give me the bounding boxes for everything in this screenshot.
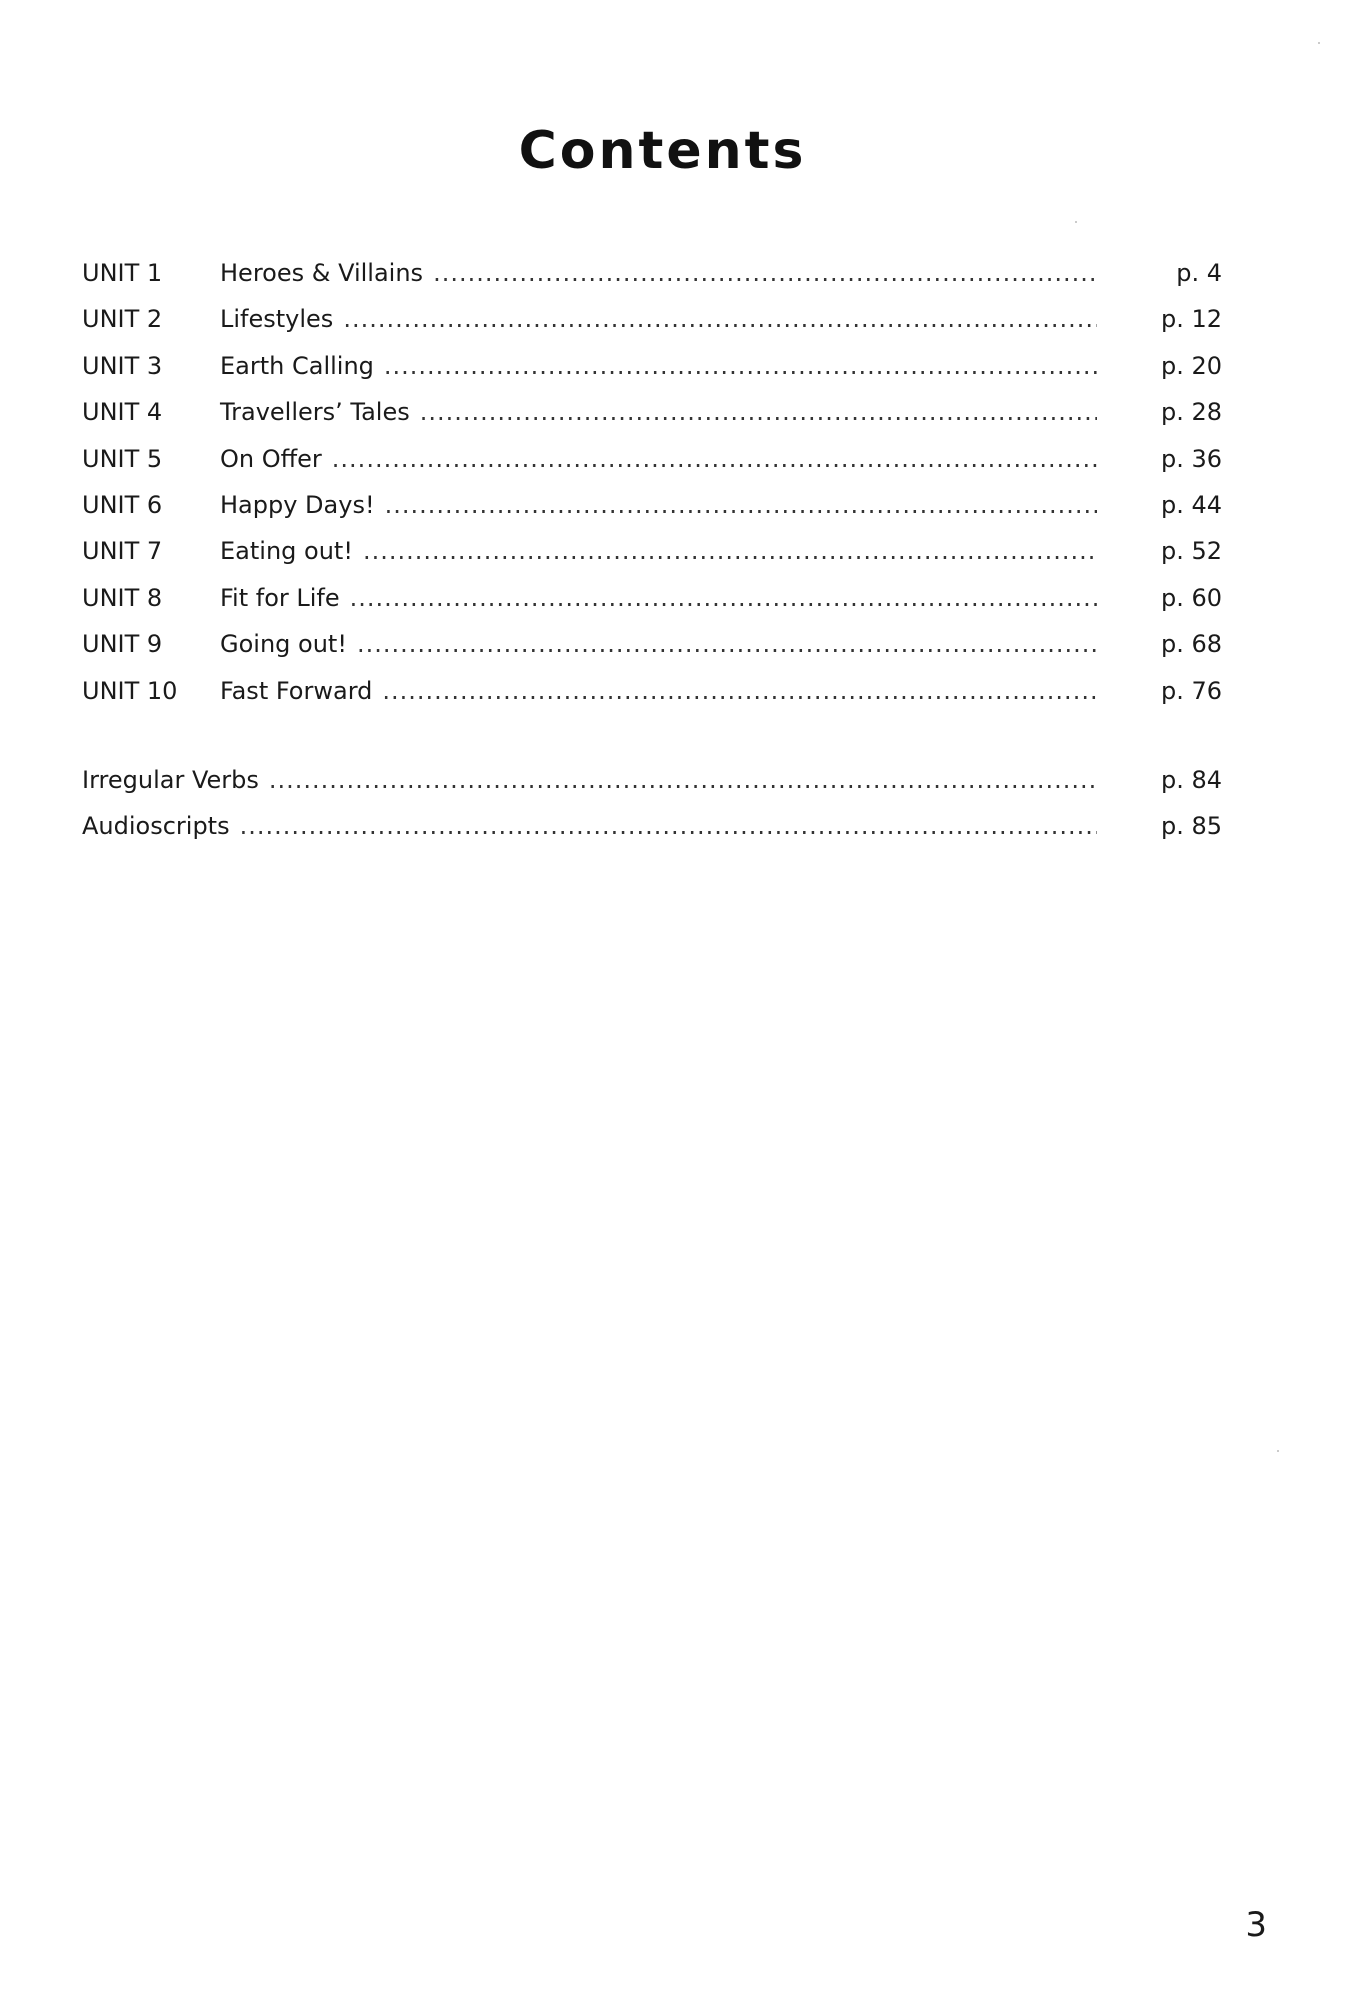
unit-label: UNIT 3	[82, 351, 163, 380]
toc-row-unit-3	[82, 343, 1222, 389]
unit-title: Lifestyles	[220, 305, 334, 334]
page-reference: p. 4	[1176, 259, 1222, 287]
scan-speck	[1277, 1450, 1279, 1452]
unit-title: Eating out!	[220, 537, 353, 566]
page-reference: p. 60	[1160, 583, 1222, 612]
page-reference: p. 76	[1160, 676, 1222, 705]
page-reference: p. 28	[1160, 398, 1222, 427]
dot-leader	[385, 482, 1097, 528]
page-reference: p. 36	[1160, 444, 1222, 473]
toc-row-unit-10	[82, 668, 1222, 714]
dot-leader	[363, 528, 1097, 574]
unit-title: Travellers’ Tales	[220, 398, 410, 427]
toc-row-unit-8	[82, 575, 1222, 621]
page-reference: p. 12	[1160, 305, 1222, 334]
page-reference: p. 20	[1160, 351, 1222, 380]
toc-row-audioscripts	[82, 803, 1222, 849]
dot-leader	[240, 803, 1097, 849]
unit-title: Fit for Life	[220, 583, 340, 612]
unit-title: Earth Calling	[220, 351, 374, 380]
page-title: Contents	[518, 120, 807, 181]
page-reference: p. 52	[1160, 537, 1222, 566]
dot-leader	[433, 250, 1097, 296]
unit-label: UNIT 4	[82, 398, 163, 427]
dot-leader	[357, 621, 1097, 667]
unit-title: Heroes & Villains	[220, 259, 424, 287]
extra-title: Audioscripts	[82, 812, 230, 841]
unit-label: UNIT 9	[82, 630, 163, 659]
dot-leader	[382, 668, 1097, 714]
dot-leader	[269, 757, 1097, 803]
toc-row-unit-7	[82, 528, 1222, 574]
scan-speck	[1318, 42, 1320, 44]
toc-row-unit-5	[82, 436, 1222, 482]
unit-title: On Offer	[220, 444, 322, 473]
unit-title: Going out!	[220, 630, 347, 659]
page-reference: p. 68	[1160, 630, 1222, 659]
scan-speck	[1075, 221, 1077, 223]
dot-leader	[420, 389, 1097, 435]
toc-row-unit-9	[82, 621, 1222, 667]
unit-label: UNIT 1	[82, 259, 163, 287]
unit-label: UNIT 2	[82, 305, 163, 334]
unit-label: UNIT 10	[82, 676, 178, 705]
toc-row-unit-1	[82, 250, 1222, 296]
toc-row-unit-4	[82, 389, 1222, 435]
toc-row-irregular-verbs	[82, 757, 1222, 803]
unit-label: UNIT 5	[82, 444, 163, 473]
extra-title: Irregular Verbs	[82, 766, 259, 794]
toc-row-unit-2	[82, 296, 1222, 342]
page-reference: p. 84	[1160, 766, 1222, 794]
unit-label: UNIT 8	[82, 583, 163, 612]
dot-leader	[350, 575, 1097, 621]
toc-row-unit-6	[82, 482, 1222, 528]
dot-leader	[384, 343, 1097, 389]
unit-title: Happy Days!	[220, 490, 375, 519]
unit-label: UNIT 7	[82, 537, 163, 566]
page-reference: p. 85	[1160, 812, 1222, 841]
dot-leader	[343, 296, 1097, 342]
table-of-contents-extras	[82, 757, 1222, 850]
page-reference: p. 44	[1160, 490, 1222, 519]
table-of-contents-units	[82, 250, 1222, 714]
page-number: 3	[1245, 1905, 1267, 1945]
unit-title: Fast Forward	[220, 676, 373, 705]
dot-leader	[332, 436, 1097, 482]
unit-label: UNIT 6	[82, 490, 163, 519]
